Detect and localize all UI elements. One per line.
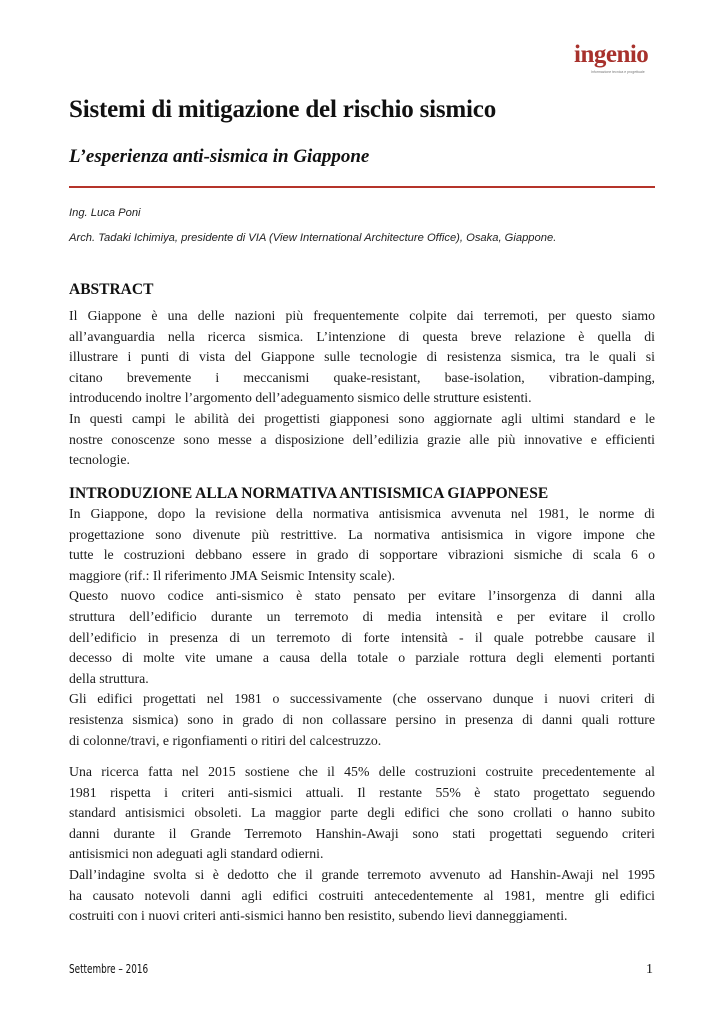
intro-line: costruiti con i nuovi criteri anti-sismici hanno ben resistito, subendo lievi danneggiamenti.	[69, 908, 568, 924]
author-2: Arch. Tadaki Ichimiya, presidente di VIA (View International Architecture Office), Osaka, Giappone.	[69, 232, 557, 244]
intro-line: progettazione sono divenute più restrittive. La normativa antisismica in vigore impone che	[69, 526, 655, 542]
logo-tagline: Informazione tecnica e progettuale	[591, 70, 645, 74]
page-number: 1	[646, 962, 653, 977]
abstract-line: introducendo inoltre l’argomento dell’adeguamento sismico delle strutture esistenti.	[69, 390, 532, 406]
footer-date: Settembre – 2016	[69, 962, 149, 976]
abstract-heading: ABSTRACT	[69, 281, 154, 298]
intro-line: decesso di molte vite umane a causa della totale o parziale rottura degli elementi portanti	[69, 650, 655, 666]
intro-line: maggiore (rif.: Il riferimento JMA Seismic Intensity scale).	[69, 567, 396, 583]
abstract-line: all’avanguardia nella ricerca sismica. L’intenzione di questa breve relazione è quella di	[69, 328, 655, 344]
intro-heading: INTRODUZIONE ALLA NORMATIVA ANTISISMICA GIAPPONESE	[69, 485, 549, 502]
abstract-line: nostre conoscenze sono messe a disposizione dell’edilizia grazie alle più innovative e efficienti	[69, 431, 655, 447]
intro-line: struttura dell’edificio durante un terremoto di media intensità e per evitare il crollo	[69, 608, 655, 624]
intro-line: Una ricerca fatta nel 2015 sostiene che il 45% delle costruzioni costruite precedentemente al	[69, 764, 655, 779]
intro-line: standard antisismici obsoleti. La maggior parte degli edifici che sono crollati o hanno subito	[69, 805, 655, 821]
author-1: Ing. Luca Poni	[69, 207, 141, 219]
intro-line: antisismici non adeguati agli standard odierni.	[69, 846, 324, 862]
intro-line: Gli edifici progettati nel 1981 o successivamente (che osservano dunque i nuovi criteri di	[69, 691, 655, 707]
document-subtitle: L’esperienza anti-sismica in Giappone	[69, 146, 370, 167]
intro-line: danni durante il Grande Terremoto Hanshin-Awaji sono stati progettati seguendo criteri	[69, 825, 655, 841]
intro-line: Questo nuovo codice anti-sismico è stato pensato per evitare l’insorgenza di danni alla	[69, 588, 655, 604]
intro-paragraph-1	[69, 504, 655, 751]
intro-paragraph-2	[69, 762, 655, 927]
intro-line: In Giappone, dopo la revisione della normativa antisismica avvenuta nel 1981, le norme di	[69, 506, 655, 521]
abstract-line: tecnologie.	[69, 452, 130, 468]
document-title: Sistemi di mitigazione del rischio sismico	[69, 96, 496, 123]
intro-line: resistenza sismica) sono in grado di non collassare persino in presenza di danni quali rotture	[69, 711, 655, 727]
abstract-line: Il Giappone è una delle nazioni più frequentemente colpite dai terremoti, per questo siamo	[69, 308, 655, 323]
intro-line: dell’edificio in presenza di un terremoto di forte intensità - il quale potrebbe causare il	[69, 629, 655, 645]
intro-line: 1981 rispetta i criteri anti-sismici attuali. Il restante 55% è stato progettato seguendo	[69, 784, 655, 800]
abstract-line: citano brevemente i meccanismi quake-resistant, base-isolation, vibration-damping,	[69, 369, 655, 385]
abstract-paragraph	[69, 306, 655, 471]
intro-line: di colonne/travi, e rigonfiamenti o ritiri del calcestruzzo.	[69, 732, 382, 748]
logo-wordmark: ingenio	[574, 41, 649, 68]
intro-line: tutte le costruzioni debbano essere in grado di sopportare vibrazioni sismiche di scala 6 o	[69, 547, 655, 563]
publisher-logo	[574, 41, 658, 74]
intro-line: Dall’indagine svolta si è dedotto che il grande terremoto avvenuto ad Hanshin-Awaji nel 1995	[69, 866, 655, 882]
intro-line: ha causato notevoli danni agli edifici costruiti antecedentemente al 1981, mentre gli edifici	[69, 887, 655, 903]
intro-line: della struttura.	[69, 670, 149, 686]
abstract-line: In questi campi le abilità dei progettisti giapponesi sono aggiornate agli ultimi standard e le	[69, 410, 655, 426]
abstract-line: illustrare i punti di vista del Giappone sulle tecnologie di resistenza sismica, tra le quali si	[69, 349, 655, 365]
title-divider	[69, 186, 655, 188]
